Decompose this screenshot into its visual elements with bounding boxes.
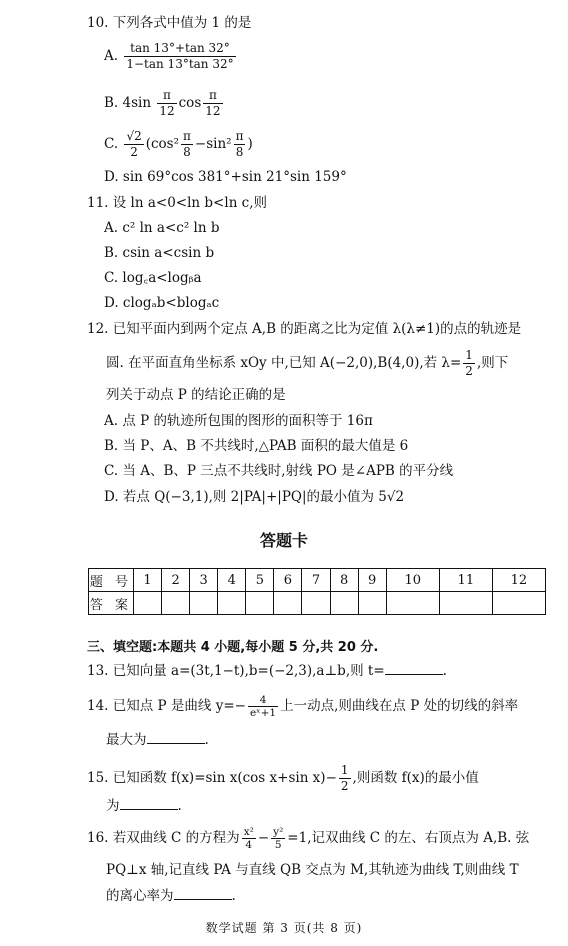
option-text: B. 4sin — [104, 95, 152, 111]
numerator: 1 — [465, 348, 473, 362]
numerator: y² — [273, 826, 284, 838]
numerator: π — [235, 129, 244, 143]
q11-stem: 11. 设 ln a<0<ln b<ln c,则 — [87, 195, 268, 211]
question-number: 2 — [162, 569, 190, 592]
fraction — [248, 694, 278, 719]
fraction — [203, 88, 222, 119]
answer-cell[interactable] — [358, 592, 386, 615]
question-text: . — [204, 732, 209, 748]
question-text: 15. 已知函数 f(x)=sin x(cos x+sin x)− — [87, 770, 337, 786]
answer-cell[interactable] — [218, 592, 246, 615]
option-label: A. — [104, 48, 119, 64]
question-number: 7 — [302, 569, 330, 592]
answer-cell[interactable] — [274, 592, 302, 615]
question-number: 4 — [218, 569, 246, 592]
numerator: tan 13°+tan 32° — [124, 41, 235, 57]
numerator: π — [157, 88, 176, 104]
question-text: 最大为 — [106, 732, 147, 748]
answer-blank[interactable] — [174, 887, 232, 900]
answer-blank[interactable] — [120, 797, 178, 810]
denominator: 5 — [274, 839, 282, 851]
question-text: . — [177, 798, 182, 814]
answer-card-table — [88, 568, 546, 615]
question-text: =1,记双曲线 C 的左、右顶点为 A,B. 弦 — [287, 830, 530, 846]
q10-option-b — [104, 87, 225, 119]
q15-line2 — [106, 797, 182, 815]
question-text: 为 — [106, 798, 120, 814]
q11-option-d: D. clogₐb<blogₐc — [104, 295, 220, 311]
question-text: 上一动点,则曲线在点 P 处的切线的斜率 — [280, 698, 519, 714]
answer-cell[interactable] — [302, 592, 330, 615]
question-number: 9 — [358, 569, 386, 592]
stem-text: ,则下 — [476, 355, 509, 371]
option-text: cos — [178, 95, 202, 111]
denominator: 1−tan 13°tan 32° — [126, 57, 234, 71]
q10-option-a — [104, 40, 238, 72]
option-text: ) — [247, 136, 253, 152]
answer-blank[interactable] — [385, 662, 443, 675]
row-label: 题 号 — [89, 569, 134, 592]
q16-line1 — [87, 822, 529, 854]
q10-option-c — [104, 128, 253, 160]
answer-cell[interactable] — [439, 592, 492, 615]
q12-option-d: D. 若点 Q(−3,1),则 2|PA|+|PQ|的最小值为 5√2 — [104, 489, 405, 505]
fraction — [242, 826, 256, 851]
question-text: 13. 已知向量 a=(3t,1−t),b=(−2,3),a⊥b,则 t= — [87, 663, 385, 679]
question-number: 5 — [246, 569, 274, 592]
denominator: 2 — [130, 145, 138, 159]
fraction — [124, 129, 143, 160]
page-footer: 数学试题 第 3 页(共 8 页) — [205, 921, 363, 935]
answer-cell[interactable] — [492, 592, 545, 615]
q11-option-a: A. c² ln a<c² ln b — [104, 220, 220, 236]
stem-text: 圆. 在平面直角坐标系 xOy 中,已知 A(−2,0),B(4,0),若 λ= — [106, 355, 462, 371]
denominator: eˣ+1 — [249, 707, 277, 719]
q13 — [87, 662, 447, 680]
answer-cell[interactable] — [246, 592, 274, 615]
denominator: 8 — [183, 145, 191, 159]
q12-stem-line1: 12. 已知平面内到两个定点 A,B 的距离之比为定值 λ(λ≠1)的点的轨迹是 — [87, 321, 522, 337]
fraction — [463, 348, 475, 379]
denominator: 4 — [245, 839, 253, 851]
q15-line1 — [87, 762, 479, 794]
numerator: π — [203, 88, 222, 104]
numerator: 4 — [248, 694, 278, 707]
answer-blank[interactable] — [147, 731, 205, 744]
table-row — [89, 569, 546, 592]
answer-cell[interactable] — [162, 592, 190, 615]
section-heading: 三、填空题:本题共 4 小题,每小题 5 分,共 20 分. — [87, 640, 379, 655]
numerator: √2 — [126, 129, 142, 143]
row-label: 答 案 — [89, 592, 134, 615]
question-number: 10 — [386, 569, 439, 592]
question-number: 1 — [134, 569, 162, 592]
q11-option-b: B. csin a<csin b — [104, 245, 215, 261]
fraction — [271, 826, 285, 851]
numerator: 1 — [340, 763, 349, 777]
table-row — [89, 592, 546, 615]
question-text: 14. 已知点 P 是曲线 y=− — [87, 698, 246, 714]
q12-stem-line2 — [106, 348, 508, 379]
q12-option-b: B. 当 P、A、B 不共线时,△PAB 面积的最大值是 6 — [104, 438, 409, 454]
q16-line3 — [106, 887, 236, 905]
numerator: x² — [243, 826, 254, 838]
denominator: 12 — [159, 104, 175, 118]
answer-cell[interactable] — [134, 592, 162, 615]
question-number: 12 — [492, 569, 545, 592]
option-text: −sin² — [194, 136, 232, 152]
q12-option-a: A. 点 P 的轨迹所包围的图形的面积等于 16π — [104, 413, 373, 429]
question-text: 的离心率为 — [106, 888, 174, 904]
answer-cell[interactable] — [330, 592, 358, 615]
question-text: . — [231, 888, 236, 904]
numerator: π — [183, 129, 191, 143]
denominator: 2 — [340, 779, 349, 793]
denominator: 8 — [235, 145, 244, 159]
q16-line2: PQ⊥x 轴,记直线 PA 与直线 QB 交点为 M,其轨迹为曲线 T,则曲线 T — [106, 862, 519, 878]
question-text: . — [442, 663, 447, 679]
q10-option-d: D. sin 69°cos 381°+sin 21°sin 159° — [104, 169, 347, 185]
q12-stem-line3: 列关于动点 P 的结论正确的是 — [106, 387, 286, 403]
q12-option-c: C. 当 A、B、P 三点不共线时,射线 PO 是∠APB 的平分线 — [104, 463, 454, 479]
answer-cell[interactable] — [386, 592, 439, 615]
q14-line2 — [106, 731, 209, 749]
q14-line1 — [87, 690, 518, 722]
option-text: (cos² — [145, 136, 180, 152]
question-number: 11 — [439, 569, 492, 592]
question-number: 8 — [330, 569, 358, 592]
q10-stem: 10. 下列各式中值为 1 的是 — [87, 15, 252, 31]
denominator: 2 — [465, 364, 473, 378]
question-text: ,则函数 f(x)的最小值 — [352, 770, 479, 786]
fraction — [181, 129, 193, 160]
question-text: − — [257, 830, 270, 846]
fraction — [157, 88, 176, 119]
fraction — [124, 41, 235, 72]
fraction — [234, 129, 246, 160]
question-number: 3 — [190, 569, 218, 592]
answer-card-title: 答题卡 — [259, 531, 308, 550]
option-label: C. — [104, 136, 119, 152]
answer-cell[interactable] — [190, 592, 218, 615]
question-number: 6 — [274, 569, 302, 592]
question-text: 16. 若双曲线 C 的方程为 — [87, 830, 240, 846]
fraction — [339, 763, 351, 794]
denominator: 12 — [205, 104, 221, 118]
q11-option-c: C. log꜀a<logᵦa — [104, 270, 202, 286]
